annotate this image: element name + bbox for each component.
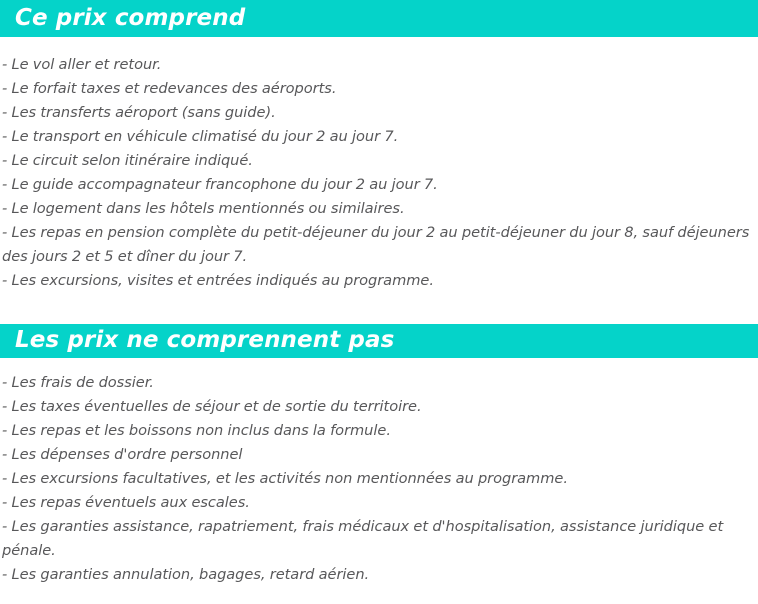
price-excludes-list xyxy=(0,371,758,587)
section-header-price-excludes: Les prix ne comprennent pas xyxy=(0,324,758,358)
list-item: - Les taxes éventuelles de séjour et de sortie du territoire. xyxy=(2,398,422,415)
list-item: - Le guide accompagnateur francophone du jour 2 au jour 7. xyxy=(2,176,438,193)
list-item: - Les garanties annulation, bagages, retard aérien. xyxy=(2,566,370,583)
list-item: - Les frais de dossier. xyxy=(2,374,154,391)
list-item: - Le transport en véhicule climatisé du jour 2 au jour 7. xyxy=(2,128,399,145)
section-header-price-includes: Ce prix comprend xyxy=(0,0,758,37)
list-item: - Les garanties assistance, rapatriement, frais médicaux et d'hospitalisation, assistance juridique et pénale. xyxy=(2,518,724,559)
list-item: - Les repas éventuels aux escales. xyxy=(2,494,250,511)
section-price-excludes xyxy=(0,324,758,587)
price-includes-list xyxy=(0,53,758,293)
list-item: - Le circuit selon itinéraire indiqué. xyxy=(2,152,253,169)
list-item: - Les repas en pension complète du petit-déjeuner du jour 2 au petit-déjeuner du jour 8, sauf déjeuners des jours 2 et 5 et dîner du jour 7. xyxy=(2,224,750,265)
list-item: - Les transferts aéroport (sans guide). xyxy=(2,104,276,121)
spacer-top xyxy=(0,37,758,53)
list-item: - Les repas et les boissons non inclus dans la formule. xyxy=(2,422,391,439)
section-gap xyxy=(0,293,758,324)
list-item: - Les dépenses d'ordre personnel xyxy=(2,446,243,463)
list-item: - Le logement dans les hôtels mentionnés ou similaires. xyxy=(2,200,405,217)
list-item: - Le vol aller et retour. xyxy=(2,56,162,73)
list-item: - Le forfait taxes et redevances des aéroports. xyxy=(2,80,337,97)
section-price-includes xyxy=(0,0,758,293)
spacer-top-2 xyxy=(0,358,758,371)
list-item: - Les excursions facultatives, et les activités non mentionnées au programme. xyxy=(2,470,568,487)
list-item: - Les excursions, visites et entrées indiqués au programme. xyxy=(2,272,434,289)
